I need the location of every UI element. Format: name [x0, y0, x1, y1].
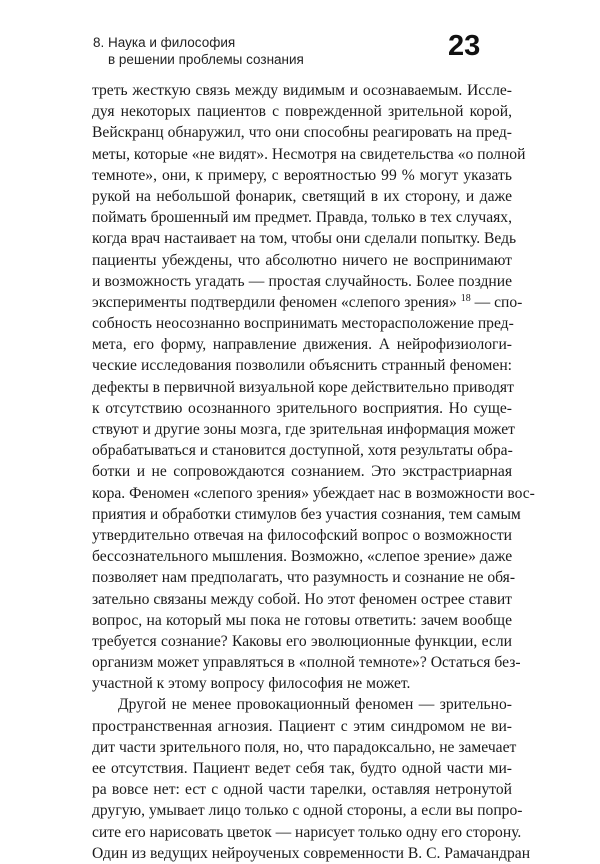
paragraph-start-line: Другой не менее провокационный феномен — зрительно-: [118, 696, 512, 714]
text-segment: эксперименты подтвердили феномен «слепого зрения»: [92, 293, 457, 311]
text-line: пространственная агнозия. Пациент с этим синдромом не ви-: [92, 717, 512, 735]
footnote-reference[interactable]: 18: [460, 292, 471, 304]
text-line: пациенты убеждены, что абсолютно ничего не воспринимают: [92, 251, 512, 269]
text-segment: — спо-: [470, 293, 523, 311]
text-line: и возможность угадать — простая случайность. Более поздние: [92, 272, 512, 290]
chapter-title-line-2: в решении проблемы сознания: [108, 52, 304, 67]
text-line: вопрос, на который мы пока не готовы ответить: зачем вообще: [92, 611, 512, 629]
text-line: ее отсутствия. Пациент ведет себя так, будто одной части ми-: [92, 760, 512, 777]
text-line: дефекты в первичной визуальной коре действительно приводят: [92, 378, 514, 396]
text-line: Один из ведущих нейроученых современности В. С. Рамачандран: [92, 844, 531, 862]
text-line: организм может управляться в «полной темноте»? Остаться без-: [92, 654, 521, 672]
text-line: темноте», они, к примеру, с вероятностью 99 % могут указать: [92, 166, 512, 184]
text-line: мета, его форму, направление движения. А нейрофизиологи-: [92, 336, 512, 354]
running-header: [93, 34, 304, 68]
text-line: к отсутствию осознанного зрительного восприятия. Но суще-: [92, 399, 512, 417]
paragraph-end-line: участной к этому вопросу философия не может.: [92, 675, 411, 693]
text-line: приятия и обработки стимулов без участия сознания, тем самым: [92, 505, 521, 523]
text-line: ра вовсе нет: ест с одной части тарелки, оставляя нетронутой: [92, 781, 512, 799]
text-line: позволяет нам предполагать, что разумность и сознание не обя-: [92, 569, 516, 587]
text-line: меты, которые «не видят». Несмотря на свидетельства «о полной: [92, 145, 526, 163]
text-line: другую, умывает лицо только с одной стороны, а если вы попро-: [92, 802, 523, 820]
text-line: когда врач настаивает на том, чтобы они сделали попытку. Ведь: [92, 230, 517, 248]
text-line: треть жесткую связь между видимым и осознаваемым. Иссле-: [92, 82, 512, 99]
text-line: ствуют и другие зоны мозга, где зрительная информация может: [92, 421, 515, 438]
chapter-title-line-1: 8. Наука и философия: [93, 35, 236, 50]
text-line-with-footnote: [92, 292, 523, 313]
text-line: бессознательного мышления. Возможно, «слепое зрение» даже: [92, 548, 513, 566]
text-line: Вейскранц обнаружил, что они способны реагировать на пред-: [92, 124, 512, 142]
text-line: дуя некоторых пациентов с поврежденной зрительной корой,: [92, 103, 512, 121]
text-line: кора. Феномен «слепого зрения» убеждает нас в возможности вос-: [92, 484, 535, 502]
text-line: ботки и не сопровождаются сознанием. Это экстрастриарная: [92, 463, 512, 481]
text-line: собность неосознанно воспринимать месторасположение пред-: [92, 315, 514, 333]
text-line: рукой на небольшой фонарик, светящий в их сторону, и даже: [92, 187, 512, 205]
body-text: [92, 80, 535, 864]
text-line: зательно связаны между собой. Но этот феномен острее ставит: [92, 590, 512, 608]
text-line: утвердительно отвечая на философский вопрос о возможности: [92, 526, 512, 544]
text-line: ческие исследования позволили объяснить странный феномен:: [92, 357, 512, 375]
page-number: 23: [448, 30, 481, 62]
text-line: поймать брошенный им предмет. Правда, только в тех случаях,: [92, 209, 512, 227]
text-line: сите его нарисовать цветок — нарисует только одну его сторону.: [92, 823, 522, 841]
text-line: обрабатываться и становится доступной, хотя результаты обра-: [92, 442, 513, 460]
text-line: требуется сознание? Каковы его эволюционные функции, если: [92, 632, 512, 650]
text-line: дит части зрительного поля, но, что парадоксально, не замечает: [92, 738, 517, 756]
